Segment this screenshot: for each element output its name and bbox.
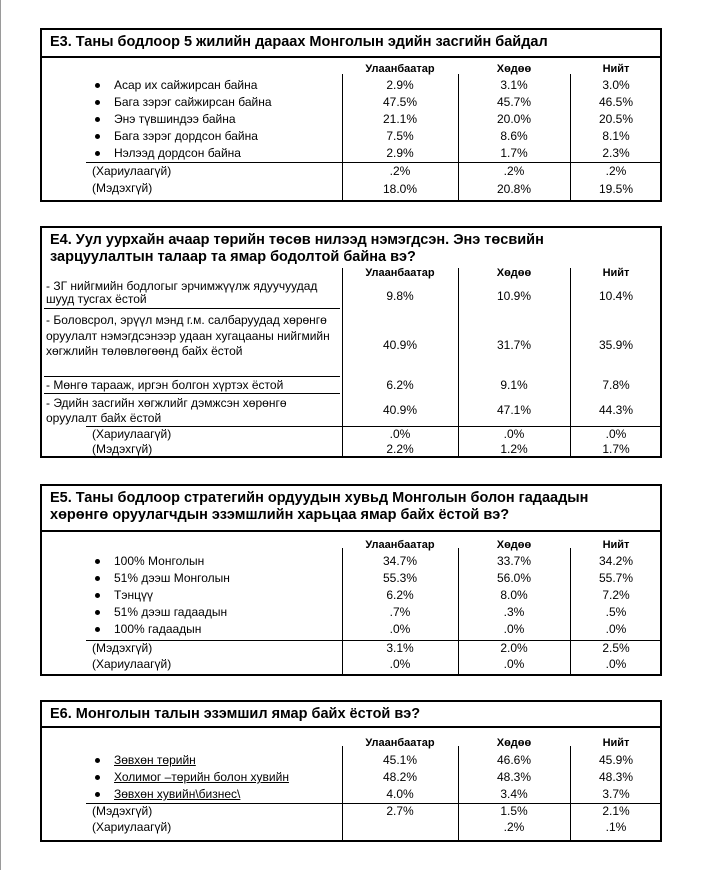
e3-value: 1.7% <box>500 146 528 160</box>
e6-value: 3.7% <box>602 787 630 801</box>
e6-value: 2.7% <box>386 804 414 818</box>
e4-value: 7.8% <box>602 378 630 392</box>
e5-extra-label: (Мэдэхгүй) <box>92 641 153 655</box>
e4-row-label: - ЗГ нийгмийн бодлогыг эрчимжүүлж ядуучуудад шууд тусгах ёстой <box>46 279 318 306</box>
e3-value: 19.5% <box>598 182 634 196</box>
e5-extra-label: (Хариулаагүй) <box>92 657 172 671</box>
e4-value: 2.2% <box>386 442 414 456</box>
e6-extra-label: (Хариулаагүй) <box>92 820 172 834</box>
e3-col-rural: Хөдөө <box>496 63 532 75</box>
e6-table <box>40 700 662 842</box>
e6-value: 48.3% <box>598 770 634 784</box>
e5-value: 7.2% <box>602 588 630 602</box>
e3-value: 18.0% <box>382 182 418 196</box>
e5-value: .0% <box>389 622 411 636</box>
e4-value: 47.1% <box>496 403 532 417</box>
e4-value: .0% <box>605 427 627 441</box>
e5-value: 55.3% <box>382 571 418 585</box>
e3-value: 8.1% <box>602 129 630 143</box>
e5-row-label: 51% дээш гадаадын <box>114 605 228 619</box>
e3-value: .2% <box>503 164 525 178</box>
e3-value: 20.5% <box>598 112 634 126</box>
e4-extra-label: (Хариулаагүй) <box>92 427 172 441</box>
e3-value: 7.5% <box>386 129 414 143</box>
e5-title-line1: E5. Таны бодлоор стратегийн ордуудын хувьд Монголын болон гадаадын <box>50 490 589 506</box>
e6-value: 46.6% <box>496 753 532 767</box>
e6-title: E6. Монголын талын эзэмшил ямар байх ёстой вэ? <box>50 706 421 722</box>
e6-value: 48.3% <box>496 770 532 784</box>
e3-value: 47.5% <box>382 95 418 109</box>
e4-value: .0% <box>503 427 525 441</box>
e5-row-label: Тэнцүү <box>114 588 153 602</box>
e6-row-label: Холимог –төрийн болон хувийн <box>114 770 289 784</box>
e4-col-ub: Улаанбаатар <box>365 267 435 279</box>
e5-table <box>40 484 662 676</box>
e3-row-label: Нэлээд дордсон байна <box>114 146 241 160</box>
e5-row-label: 100% гадаадын <box>114 622 202 636</box>
e4-value: 6.2% <box>386 378 414 392</box>
e5-value: 56.0% <box>496 571 532 585</box>
e6-value: .1% <box>605 820 627 834</box>
e5-value: .5% <box>605 605 627 619</box>
e4-row-label: - Боловсрол, эрүүл мэнд г.м. салбаруудад хөрөнгө оруулалт нэмэгдсэнээр удаан хугацааны нийгмийн хөгжлийн төлөвлөгөөнд байх ёстой <box>46 313 330 358</box>
e6-extra-label: (Мэдэхгүй) <box>92 804 153 818</box>
e5-value: .0% <box>605 657 627 671</box>
e4-row-label: - Эдийн засгийн хөгжлийг дэмжсэн хөрөнгө оруулалт байх ёстой <box>46 396 287 425</box>
e6-value: 4.0% <box>386 787 414 801</box>
e6-value: 3.4% <box>500 787 528 801</box>
e4-title-line1: E4. Уул уурхайн ачаар төрийн төсөв нилээд нэмэгдсэн. Энэ төсвийн <box>50 232 544 248</box>
e4-value: .0% <box>389 427 411 441</box>
e5-value: .0% <box>503 657 525 671</box>
e6-value: .2% <box>503 820 525 834</box>
e4-extra-label: (Мэдэхгүй) <box>92 442 153 456</box>
e5-title-line2: хөрөнгө оруулагчдын эзэмшлийн харьцаа ямар байх ёстой вэ? <box>50 507 510 523</box>
e6-col-rural: Хөдөө <box>496 737 532 749</box>
e3-value: 3.1% <box>500 78 528 92</box>
e4-value: 31.7% <box>496 338 532 352</box>
e5-value: 2.5% <box>602 641 630 655</box>
e6-value: 45.1% <box>382 753 418 767</box>
e4-value: 1.2% <box>500 442 528 456</box>
e5-value: 6.2% <box>386 588 414 602</box>
e4-col-total: Нийт <box>602 267 630 279</box>
e3-value: 45.7% <box>496 95 532 109</box>
e3-row-label: Энэ түвшиндээ байна <box>114 112 236 126</box>
e3-value: .2% <box>605 164 627 178</box>
e6-value: 2.1% <box>602 804 630 818</box>
e3-extra-label: (Хариулаагүй) <box>92 164 172 178</box>
e5-value: 33.7% <box>496 554 532 568</box>
e3-value: 2.3% <box>602 146 630 160</box>
e3-value: 20.8% <box>496 182 532 196</box>
e4-value: 9.8% <box>386 289 414 303</box>
e3-row-label: Бага зэрэг сайжирсан байна <box>114 95 272 109</box>
e3-col-total: Нийт <box>602 63 630 75</box>
e5-value: 34.7% <box>382 554 418 568</box>
e6-col-total: Нийт <box>602 737 630 749</box>
e5-value: .0% <box>503 622 525 636</box>
e3-value: 8.6% <box>500 129 528 143</box>
e5-value: 55.7% <box>598 571 634 585</box>
e3-value: 2.9% <box>386 78 414 92</box>
e4-col-rural: Хөдөө <box>496 267 532 279</box>
e5-value: .7% <box>389 605 411 619</box>
e3-row-label: Бага зэрэг дордсон байна <box>114 129 258 143</box>
e3-col-ub: Улаанбаатар <box>365 63 435 75</box>
e3-row-label: Асар их сайжирсан байна <box>114 78 258 92</box>
e5-col-rural: Хөдөө <box>496 539 532 551</box>
e4-value: 44.3% <box>598 403 634 417</box>
e5-value: .0% <box>389 657 411 671</box>
e6-value: 48.2% <box>382 770 418 784</box>
e5-value: 3.1% <box>386 641 414 655</box>
page-edge <box>0 0 1 870</box>
e5-value: .3% <box>503 605 525 619</box>
e5-value: 2.0% <box>500 641 528 655</box>
e5-value: .0% <box>605 622 627 636</box>
e5-col-total: Нийт <box>602 539 630 551</box>
e4-value: 40.9% <box>382 403 418 417</box>
e3-value: 46.5% <box>598 95 634 109</box>
e4-value: 10.4% <box>598 289 634 303</box>
e3-value: 20.0% <box>496 112 532 126</box>
e3-value: 2.9% <box>386 146 414 160</box>
e6-row-label: Зөвхөн төрийн <box>114 753 196 767</box>
e4-value: 1.7% <box>602 442 630 456</box>
e3-value: 3.0% <box>602 78 630 92</box>
e3-value: 21.1% <box>382 112 418 126</box>
e4-table <box>40 226 662 458</box>
e4-value: 9.1% <box>500 378 528 392</box>
e5-row-label: 100% Монголын <box>114 554 205 568</box>
e3-table <box>40 28 662 202</box>
e5-row-label: 51% дээш Монголын <box>114 571 230 585</box>
e5-value: 34.2% <box>598 554 634 568</box>
e4-title-line2: зарцуулалтын талаар та ямар бодолтой байна вэ? <box>50 249 416 265</box>
e4-value: 35.9% <box>598 338 634 352</box>
e3-value: .2% <box>389 164 411 178</box>
e5-col-ub: Улаанбаатар <box>365 539 435 551</box>
e4-value: 40.9% <box>382 338 418 352</box>
e6-value: 1.5% <box>500 804 528 818</box>
e6-row-label: Зөвхөн хувийн\бизнес\ <box>114 787 241 801</box>
e3-title: E3. Таны бодлоор 5 жилийн дараах Монголын эдийн засгийн байдал <box>50 34 548 50</box>
e4-value: 10.9% <box>496 289 532 303</box>
e6-col-ub: Улаанбаатар <box>365 737 435 749</box>
e3-extra-label: (Мэдэхгүй) <box>92 181 153 195</box>
e6-value: 45.9% <box>598 753 634 767</box>
e4-row-label: - Мөнгө тарааж, иргэн болгон хүртэх ёстой <box>46 378 284 392</box>
e5-value: 8.0% <box>500 588 528 602</box>
